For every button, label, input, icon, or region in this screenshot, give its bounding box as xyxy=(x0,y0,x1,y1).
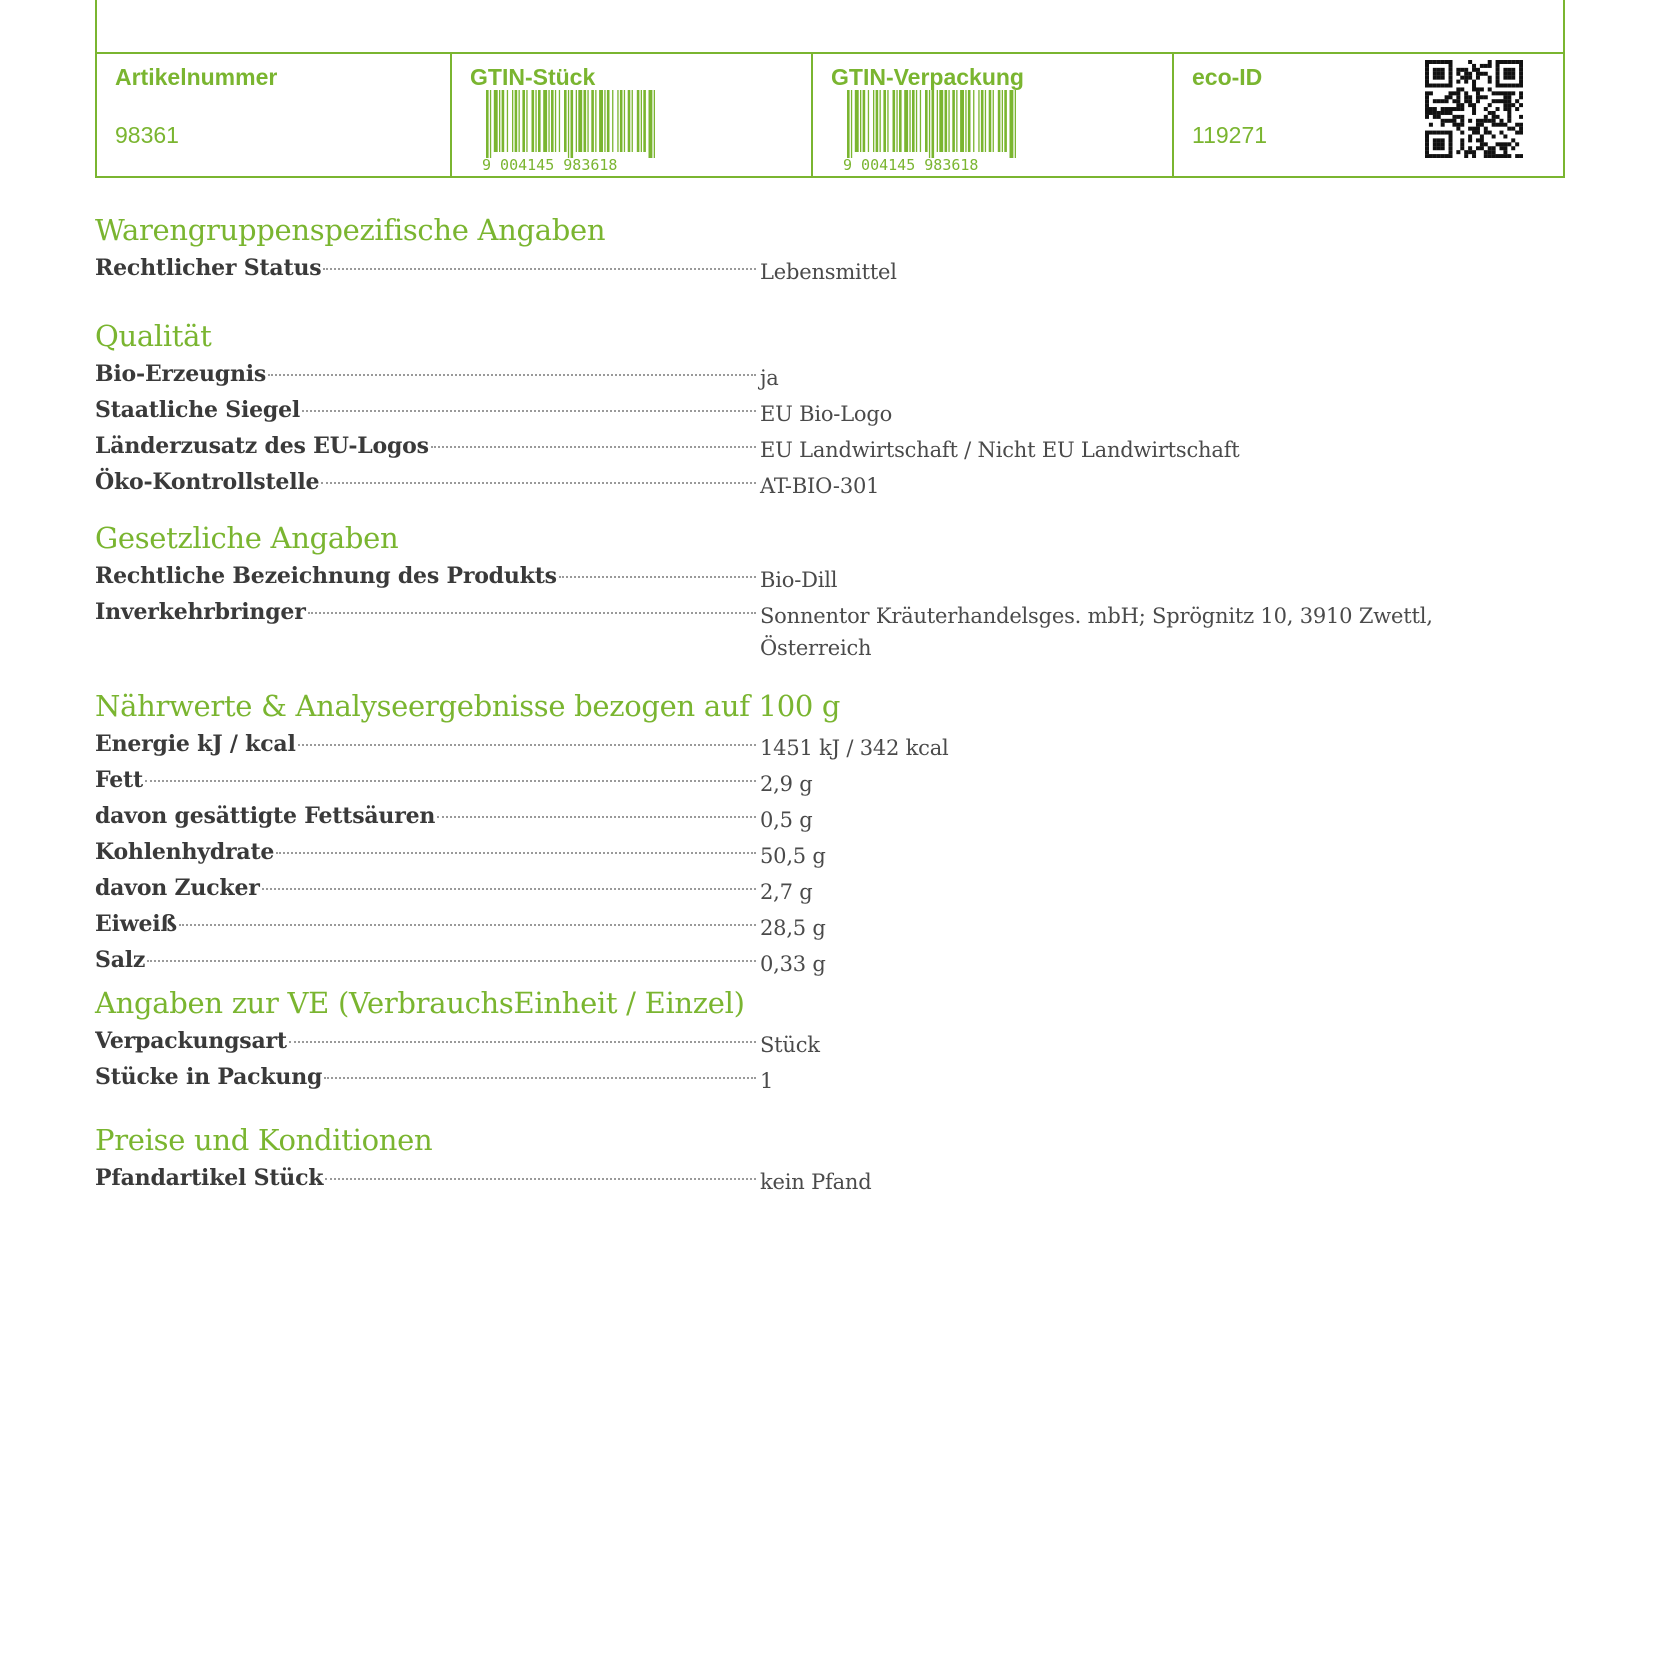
eco-id-cell xyxy=(1172,54,1563,176)
dotted-leader xyxy=(431,446,756,448)
data-row xyxy=(95,800,1565,836)
eco-id-label: eco-ID xyxy=(1192,64,1263,90)
row-label-wrap xyxy=(95,944,760,976)
id-row xyxy=(97,52,1563,176)
dotted-leader xyxy=(147,960,756,962)
row-value: ja xyxy=(760,366,779,390)
row-label: Stücke in Packung xyxy=(95,1064,323,1090)
row-label-wrap xyxy=(95,1162,760,1194)
row-label: Bio-Erzeugnis xyxy=(95,361,267,387)
dotted-leader xyxy=(289,1041,756,1043)
section-title: Nährwerte & Analyseergebnisse bezogen auf 100 g xyxy=(95,689,841,723)
row-value: 50,5 g xyxy=(760,844,826,868)
row-label: Staatliche Siegel xyxy=(95,397,301,423)
data-row xyxy=(95,252,1565,288)
row-label-wrap xyxy=(95,872,760,904)
row-label: Länderzusatz des EU-Logos xyxy=(95,433,429,459)
dotted-leader xyxy=(276,852,756,854)
row-value: 2,9 g xyxy=(760,772,813,796)
row-value: AT-BIO-301 xyxy=(760,474,880,498)
row-label-wrap xyxy=(95,430,760,462)
section-title: Preise und Konditionen xyxy=(95,1123,433,1157)
row-label-wrap xyxy=(95,728,760,760)
dotted-leader xyxy=(437,816,756,818)
gtin-stueck-cell xyxy=(450,54,811,176)
row-label-wrap xyxy=(95,800,760,832)
row-value: 28,5 g xyxy=(760,916,826,940)
row-value: 1451 kJ / 342 kcal xyxy=(760,736,949,760)
dotted-leader xyxy=(262,888,756,890)
row-label: davon gesättigte Fettsäuren xyxy=(95,803,436,829)
row-label: davon Zucker xyxy=(95,875,260,901)
gtin-verpackung-label: GTIN-Verpackung xyxy=(831,64,1024,90)
dotted-leader xyxy=(298,744,756,746)
data-row xyxy=(95,908,1565,944)
row-value: EU Landwirtschaft / Nicht EU Landwirtschaft xyxy=(760,438,1240,462)
section-title: Warengruppenspezifische Angaben xyxy=(95,213,606,247)
row-value: Stück xyxy=(760,1033,820,1057)
dotted-leader xyxy=(268,374,756,376)
row-value: 0,33 g xyxy=(760,952,826,976)
data-row xyxy=(95,836,1565,872)
gtin-stueck-number: 9 004145 983618 xyxy=(482,156,618,172)
row-value: 2,7 g xyxy=(760,880,813,904)
artikelnummer-label: Artikelnummer xyxy=(115,64,278,90)
row-label-wrap xyxy=(95,908,760,940)
row-label-wrap xyxy=(95,1025,760,1057)
data-row xyxy=(95,596,1565,664)
eco-id-value: 119271 xyxy=(1192,122,1268,148)
row-label-wrap xyxy=(95,358,760,390)
data-row xyxy=(95,872,1565,908)
section-title: Angaben zur VE (VerbrauchsEinheit / Einzel) xyxy=(95,986,745,1020)
section-warengruppe xyxy=(95,212,1565,288)
row-label: Energie kJ / kcal xyxy=(95,731,296,757)
row-label: Rechtlicher Status xyxy=(95,255,322,281)
row-value: Bio-Dill xyxy=(760,568,838,592)
row-label: Rechtliche Bezeichnung des Produkts xyxy=(95,563,557,589)
row-value: Sonnentor Kräuterhandelsges. mbH; Sprögnitz 10, 3910 Zwettl, Österreich xyxy=(760,604,1433,660)
data-row xyxy=(95,394,1565,430)
row-label: Fett xyxy=(95,767,143,793)
row-value: 1 xyxy=(760,1069,774,1093)
section-naehrwerte xyxy=(95,688,1565,980)
dotted-leader xyxy=(302,410,756,412)
data-row xyxy=(95,1061,1565,1097)
data-row xyxy=(95,430,1565,466)
row-label-wrap xyxy=(95,466,760,498)
row-label-wrap xyxy=(95,252,760,284)
dotted-leader xyxy=(308,612,756,614)
dotted-leader xyxy=(325,1178,756,1180)
row-value: kein Pfand xyxy=(760,1170,872,1194)
gtin-verpackung-barcode-icon xyxy=(841,90,1021,172)
row-label-wrap xyxy=(95,1061,760,1093)
row-label: Verpackungsart xyxy=(95,1028,287,1054)
qr-code-icon xyxy=(1425,60,1523,158)
row-label-wrap xyxy=(95,764,760,796)
data-row xyxy=(95,728,1565,764)
gtin-verpackung-number: 9 004145 983618 xyxy=(843,156,979,172)
gtin-verpackung-cell xyxy=(811,54,1172,176)
artikelnummer-cell xyxy=(97,54,450,176)
row-label-wrap xyxy=(95,394,760,426)
row-label: Öko-Kontrollstelle xyxy=(95,469,320,495)
gtin-stueck-label: GTIN-Stück xyxy=(470,64,596,90)
dotted-leader xyxy=(179,924,756,926)
section-title: Gesetzliche Angaben xyxy=(95,521,399,555)
section-preise xyxy=(95,1122,1565,1198)
gtin-stueck-barcode-icon xyxy=(480,90,660,172)
data-row xyxy=(95,1162,1565,1198)
section-gesetzlich xyxy=(95,520,1565,664)
dotted-leader xyxy=(323,268,756,270)
row-label: Pfandartikel Stück xyxy=(95,1165,324,1191)
row-label: Eiweiß xyxy=(95,911,177,937)
artikelnummer-value: 98361 xyxy=(115,122,179,148)
section-ve xyxy=(95,985,1565,1097)
row-value: Lebensmittel xyxy=(760,260,897,284)
dotted-leader xyxy=(321,482,756,484)
row-label-wrap xyxy=(95,836,760,868)
row-value: 0,5 g xyxy=(760,808,813,832)
data-row xyxy=(95,466,1565,502)
data-row xyxy=(95,944,1565,980)
data-row xyxy=(95,560,1565,596)
dotted-leader xyxy=(145,780,756,782)
section-title: Qualität xyxy=(95,319,212,353)
row-label: Kohlenhydrate xyxy=(95,839,275,865)
section-qualitaet xyxy=(95,318,1565,502)
product-id-box xyxy=(95,0,1565,178)
data-row xyxy=(95,764,1565,800)
dotted-leader xyxy=(559,576,756,578)
dotted-leader xyxy=(324,1077,756,1079)
row-label: Inverkehrbringer xyxy=(95,599,306,625)
row-label: Salz xyxy=(95,947,146,973)
row-label-wrap xyxy=(95,560,760,592)
row-value: EU Bio-Logo xyxy=(760,402,893,426)
row-label-wrap xyxy=(95,596,760,628)
data-row xyxy=(95,1025,1565,1061)
data-row xyxy=(95,358,1565,394)
